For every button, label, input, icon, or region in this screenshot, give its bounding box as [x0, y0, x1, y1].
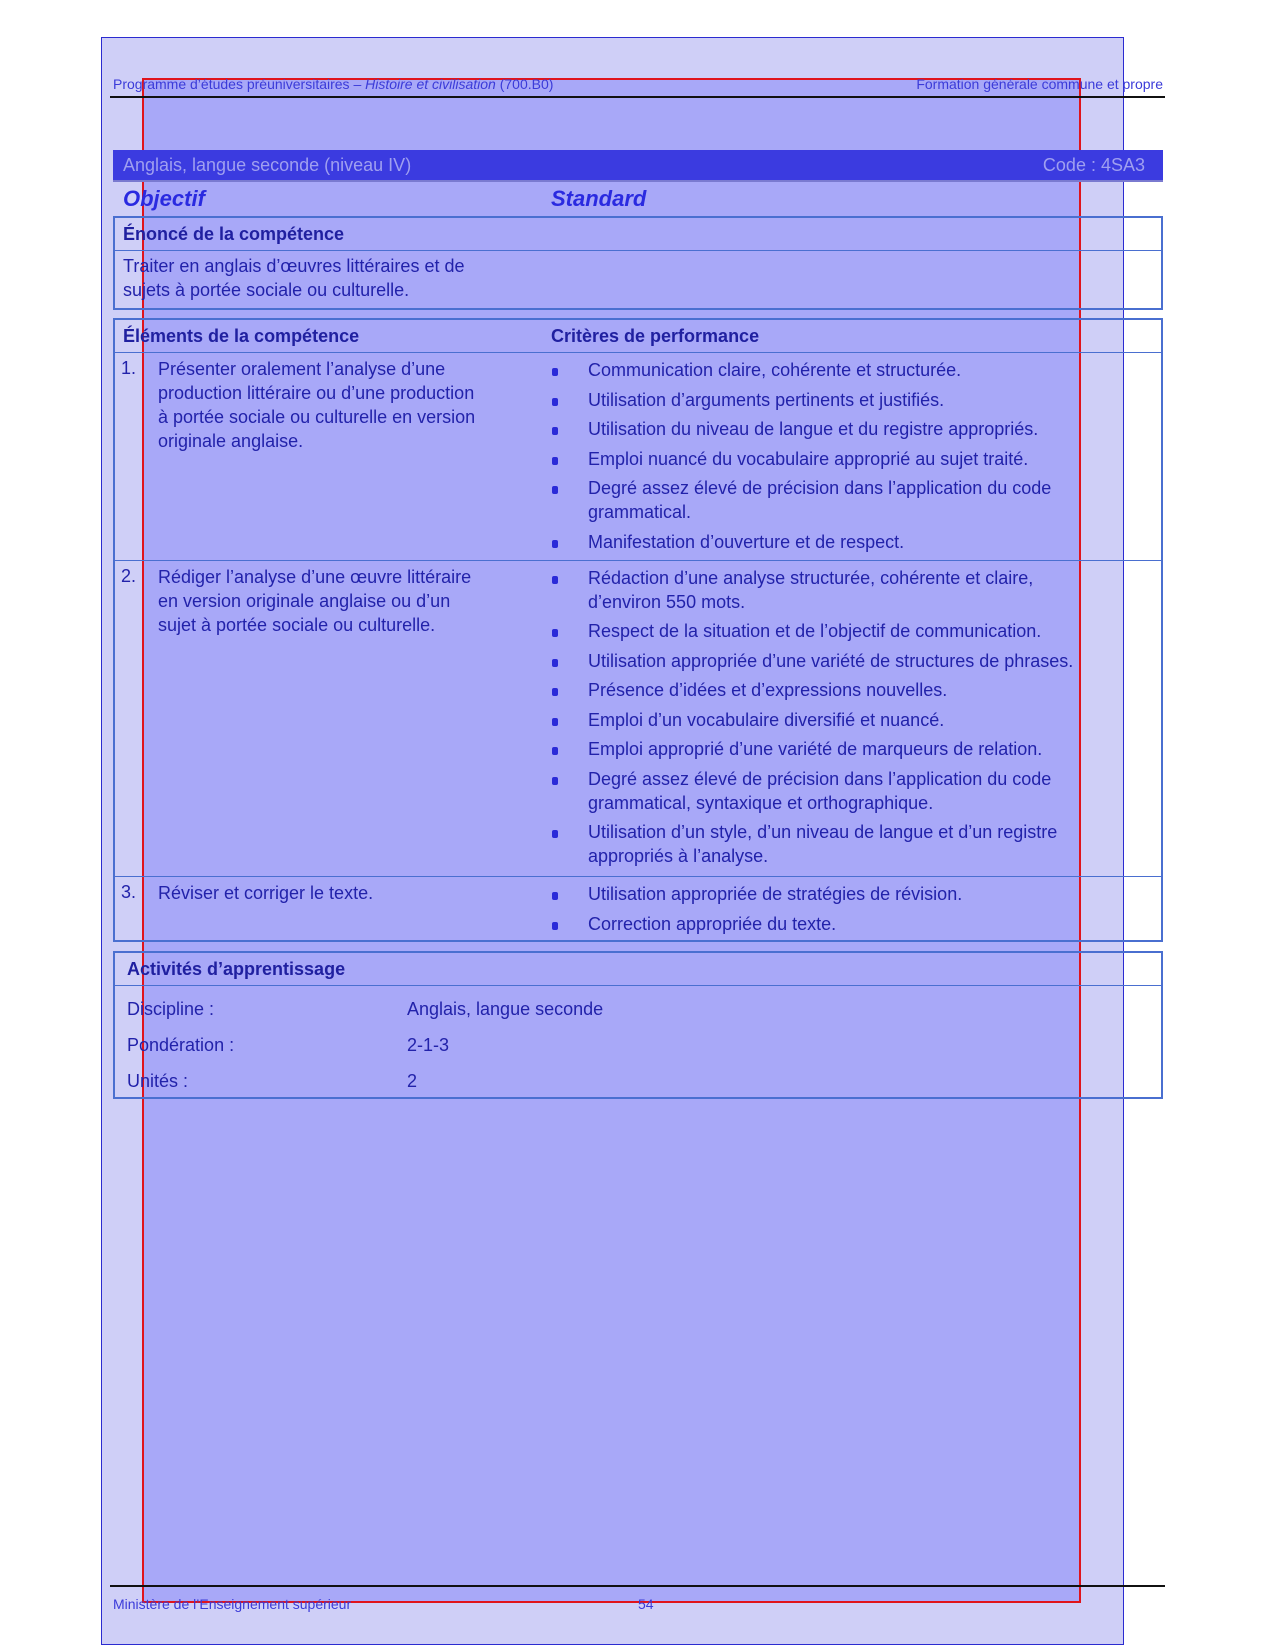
criterion: Respect de la situation et de l’objectif de communication.	[588, 621, 1042, 641]
element-line: sujet à portée sociale ou culturelle.	[158, 615, 436, 635]
course-code: Code : 4SA3	[1042, 155, 1145, 175]
discipline-value: Anglais, langue seconde	[407, 999, 604, 1019]
row-divider	[115, 560, 1161, 561]
criterion: Emploi nuancé du vocabulaire approprié au sujet traité.	[588, 449, 1029, 469]
bullet-icon	[552, 922, 558, 930]
criterion: Degré assez élevé de précision dans l’application du code	[588, 769, 1052, 789]
criterion-continued: d’environ 550 mots.	[588, 592, 746, 612]
criterion: Correction appropriée du texte.	[588, 914, 837, 934]
element-line: Présenter oralement l’analyse d’une	[158, 359, 446, 379]
header-program-prefix: Programme d’études préuniversitaires –	[113, 76, 366, 92]
element-line: en version originale anglaise ou d’un	[158, 591, 451, 611]
criterion-continued: grammatical, syntaxique et orthographique.	[588, 793, 934, 813]
footer-ministry: Ministère de l’Enseignement supérieur	[113, 1596, 352, 1612]
header-program-name: Histoire et civilisation	[365, 76, 496, 92]
bullet-icon	[552, 830, 558, 838]
bullet-icon	[552, 398, 558, 406]
activites-box	[113, 951, 1163, 1099]
criterion: Utilisation appropriée de stratégies de révision.	[588, 884, 963, 904]
element-number: 1.	[121, 358, 137, 378]
ponderation-value: 2-1-3	[407, 1035, 450, 1055]
element-line: production littéraire ou d’une production	[158, 383, 475, 403]
criterion: Rédaction d’une analyse structurée, cohérente et claire,	[588, 568, 1034, 588]
discipline-label: Discipline :	[127, 999, 215, 1019]
criterion: Communication claire, cohérente et structurée.	[588, 360, 962, 380]
header-rule	[110, 96, 1165, 98]
bullet-icon	[552, 777, 558, 785]
criterion: Présence d’idées et d’expressions nouvelles.	[588, 680, 948, 700]
unites-value: 2	[407, 1071, 418, 1091]
enonce-title-row	[115, 218, 1161, 251]
footer-rule	[110, 1585, 1165, 1587]
element-number: 2.	[121, 566, 137, 586]
criterion: Utilisation d’un style, d’un niveau de langue et d’un registre	[588, 822, 1058, 842]
standard-heading: Standard	[551, 186, 647, 211]
elements-box	[113, 318, 1163, 942]
element-number: 3.	[121, 882, 137, 902]
ponderation-label: Pondération :	[127, 1035, 235, 1055]
element-line: originale anglaise.	[158, 431, 304, 451]
unites-label: Unités :	[127, 1071, 189, 1091]
bullet-icon	[552, 718, 558, 726]
element-line: à portée sociale ou culturelle en version	[158, 407, 476, 427]
bullet-icon	[552, 486, 558, 494]
bullet-icon	[552, 688, 558, 696]
bullet-icon	[552, 576, 558, 584]
element-line: Réviser et corriger le texte.	[158, 883, 374, 903]
header-program	[113, 76, 553, 92]
activites-title: Activités d’apprentissage	[127, 959, 346, 979]
criterion: Utilisation d’arguments pertinents et justifiés.	[588, 390, 945, 410]
elements-col-title: Éléments de la compétence	[123, 326, 360, 346]
activites-title-row	[115, 953, 1161, 986]
running-header	[113, 76, 1163, 96]
bullet-icon	[552, 659, 558, 667]
bullet-icon	[552, 540, 558, 548]
header-formation: Formation générale commune et propre	[916, 76, 1163, 92]
bullet-icon	[552, 629, 558, 637]
criterion: Emploi approprié d’une variété de marqueurs de relation.	[588, 739, 1043, 759]
criterion: Manifestation d’ouverture et de respect.	[588, 532, 905, 552]
criteria-col-title: Critères de performance	[551, 326, 760, 346]
criterion: Degré assez élevé de précision dans l’application du code	[588, 478, 1052, 498]
objectif-heading: Objectif	[123, 186, 205, 211]
element-line: Rédiger l’analyse d’une œuvre littéraire	[158, 567, 472, 587]
enonce-line-1: Traiter en anglais d’œuvres littéraires et de	[123, 256, 465, 276]
bullet-icon	[552, 892, 558, 900]
criterion-continued: grammatical.	[588, 502, 692, 522]
enonce-box	[113, 216, 1163, 310]
header-program-code: (700.B0)	[495, 76, 554, 92]
bullet-icon	[552, 427, 558, 435]
elements-title-row	[115, 320, 1161, 353]
criterion: Emploi d’un vocabulaire diversifié et nuancé.	[588, 710, 945, 730]
course-title: Anglais, langue seconde (niveau IV)	[123, 155, 412, 175]
enonce-line-2: sujets à portée sociale ou culturelle.	[123, 280, 410, 300]
course-title-bar	[113, 150, 1163, 180]
criterion-continued: appropriés à l’analyse.	[588, 846, 769, 866]
bullet-icon	[552, 368, 558, 376]
bullet-icon	[552, 457, 558, 465]
criterion: Utilisation du niveau de langue et du registre appropriés.	[588, 419, 1039, 439]
enonce-title: Énoncé de la compétence	[123, 224, 345, 244]
row-divider	[115, 876, 1161, 877]
criterion: Utilisation appropriée d’une variété de structures de phrases.	[588, 651, 1074, 671]
bullet-icon	[552, 747, 558, 755]
page-number: 54	[638, 1596, 654, 1612]
